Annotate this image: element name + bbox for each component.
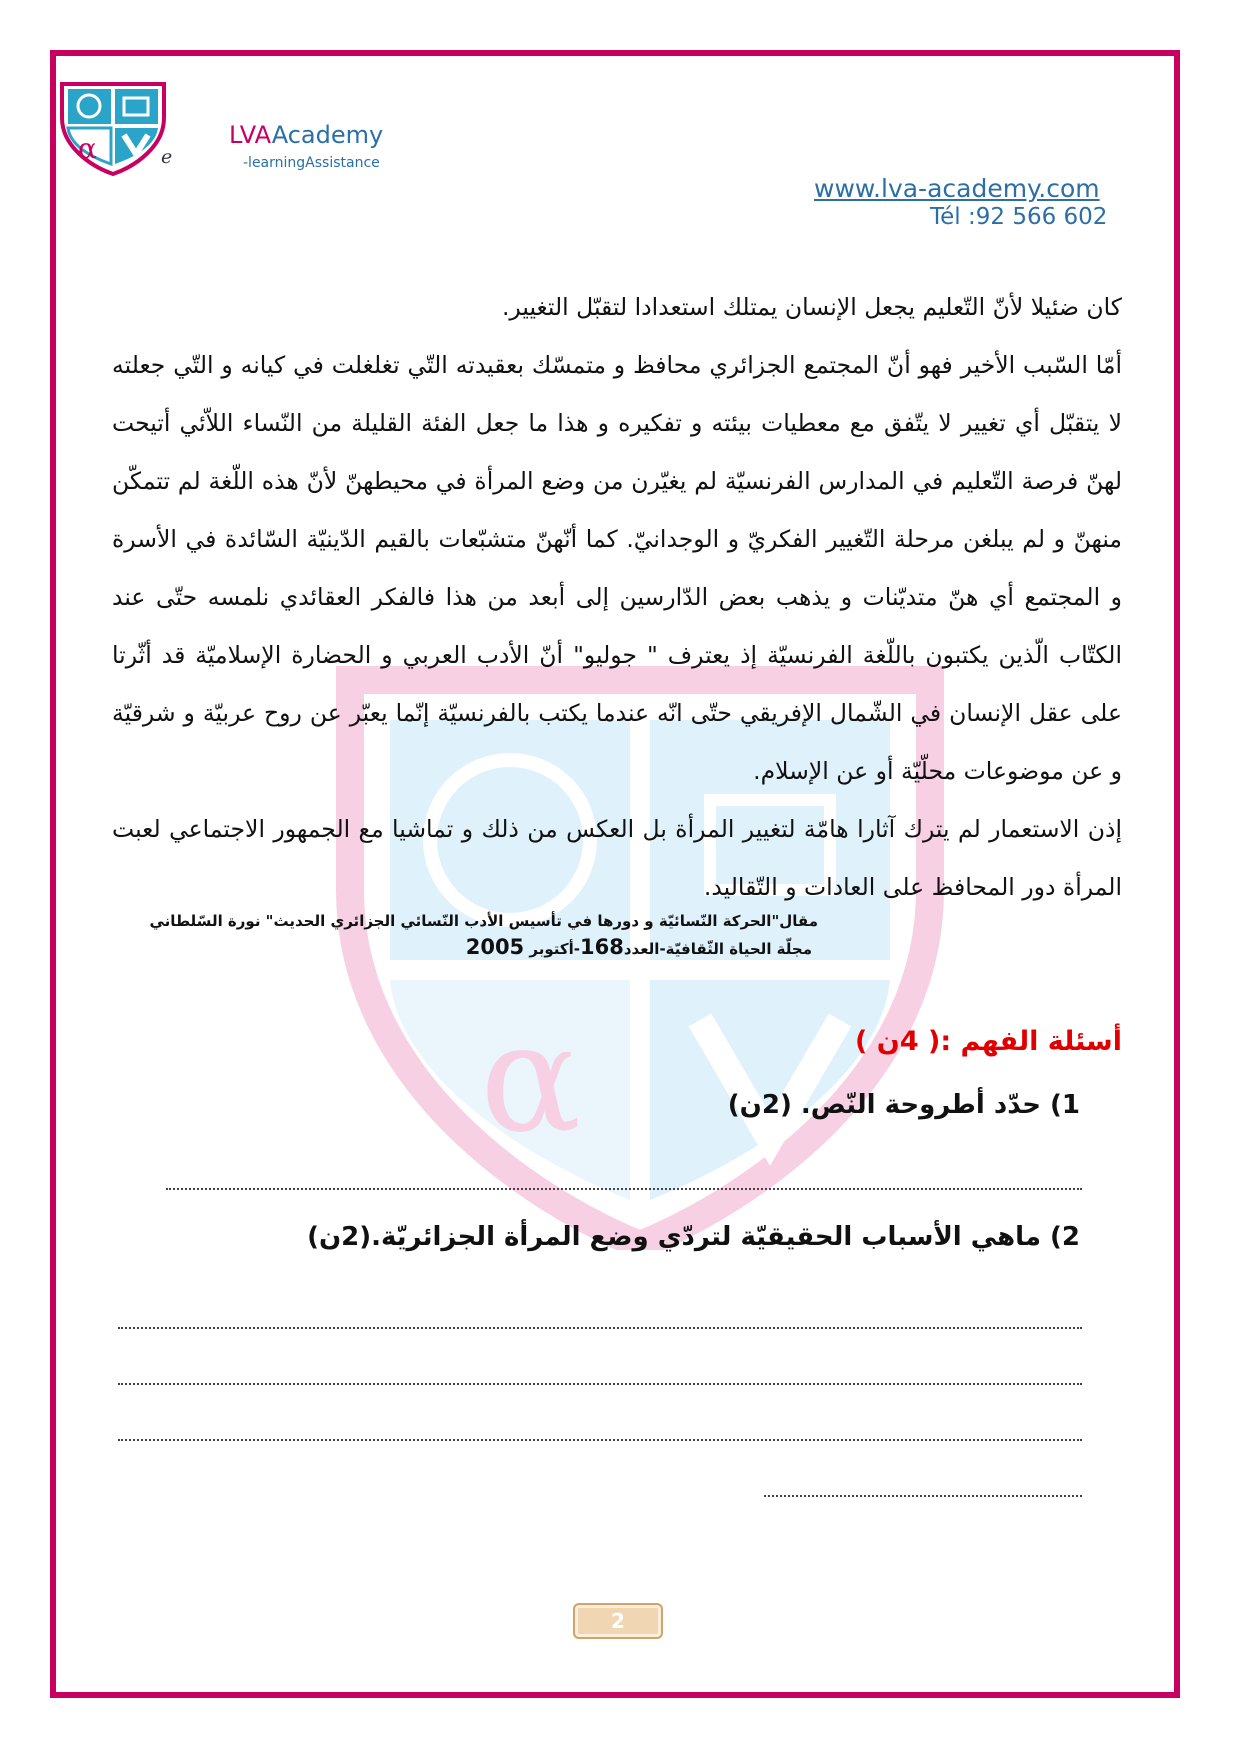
paragraph-2: أمّا السّبب الأخير فهو أنّ المجتمع الجزائري محافظ و متمسّك بعقيدته التّي تغلغلت في كيانه و التّي جعلته لا يتقبّل أي تغيير لا يتّفق مع معطيات بيئته و تفكيره و هذا ما جعل الفئة القليلة من النّساء اللاّئي أتيحت لهنّ فرصة التّعليم في المدارس الفرنسيّة لم يغيّرن من وضع المرأة في محيطهنّ لأنّ هذه اللّغة لم تتمكّن منهنّ و لم يبلغن مرحلة التّغيير الفكريّ و الوجدانيّ. كما أنّهنّ متشبّعات بالقيم الدّينيّة السّائدة في الأسرة و المجتمع أي هنّ متديّنات و يذهب بعض الدّارسين إلى أبعد من هذا فالفكر العقائدي نلمسه حتّى عند الكتّاب الّذين يكتبون باللّغة الفرنسيّة إذ يعترف " جوليو" أنّ الأدب العربي و الحضارة الإسلاميّة قد أثّرتا على عقل الإنسان في الشّمال الإفريقي حتّى انّه عندما يكتب بالفرنسيّة إنّما يعبّر عن روح عربيّة و شرقيّة و عن موضوعات محلّيّة أو عن الإسلام.: [112, 351, 1122, 785]
logo-letter: e: [161, 146, 173, 168]
source-year: 2005: [465, 935, 525, 959]
answer-line-3[interactable]: [118, 1381, 1082, 1385]
website-link[interactable]: www.lva-academy.com: [814, 174, 1100, 203]
answer-line-1[interactable]: [166, 1186, 1082, 1190]
paragraph-1: كان ضئيلا لأنّ التّعليم يجعل الإنسان يمتلك استعدادا لتقبّل التغيير.: [501, 293, 1122, 321]
lva-academy-logo-icon: [58, 80, 168, 176]
page-number-badge: 2: [573, 1603, 663, 1639]
source-issue: 168: [580, 935, 624, 959]
svg-text:α: α: [78, 132, 97, 165]
answer-line-5[interactable]: [764, 1493, 1082, 1497]
answer-line-4[interactable]: [118, 1437, 1082, 1441]
question-1: 1) حدّد أطروحة النّص. (2ن): [727, 1090, 1080, 1120]
brand-name: [229, 121, 383, 149]
source-citation-line-2: [112, 936, 812, 960]
source-journal: مجلّة الحياة الثّقافيّة-العدد: [623, 940, 812, 958]
brand-prefix: LVA: [229, 121, 272, 149]
questions-title: أسئلة الفهم :( 4ن ): [855, 1026, 1122, 1057]
question-2: 2) ماهي الأسباب الحقيقيّة لتردّي وضع المرأة الجزائريّة.(2ن): [307, 1222, 1080, 1252]
article-body: [112, 278, 1122, 916]
brand-tagline: -learningAssistance: [243, 155, 380, 171]
source-citation-line-1: مقال"الحركة النّسائيّة و دورها في تأسيس الأدب النّسائي الجزائري الحديث" نورة السّلطاني: [149, 912, 818, 930]
paragraph-3: إذن الاستعمار لم يترك آثارا هامّة لتغيير المرأة بل العكس من ذلك و تماشيا مع الجمهور الاجتماعي لعبت المرأة دور المحافظ على العادات و التّقاليد.: [112, 815, 1122, 901]
svg-text:α: α: [480, 992, 582, 1166]
source-month: -أكتوبر: [529, 940, 580, 958]
phone-number: Tél :92 566 602: [930, 204, 1108, 230]
answer-line-2[interactable]: [118, 1325, 1082, 1329]
brand-suffix: Academy: [271, 121, 384, 149]
